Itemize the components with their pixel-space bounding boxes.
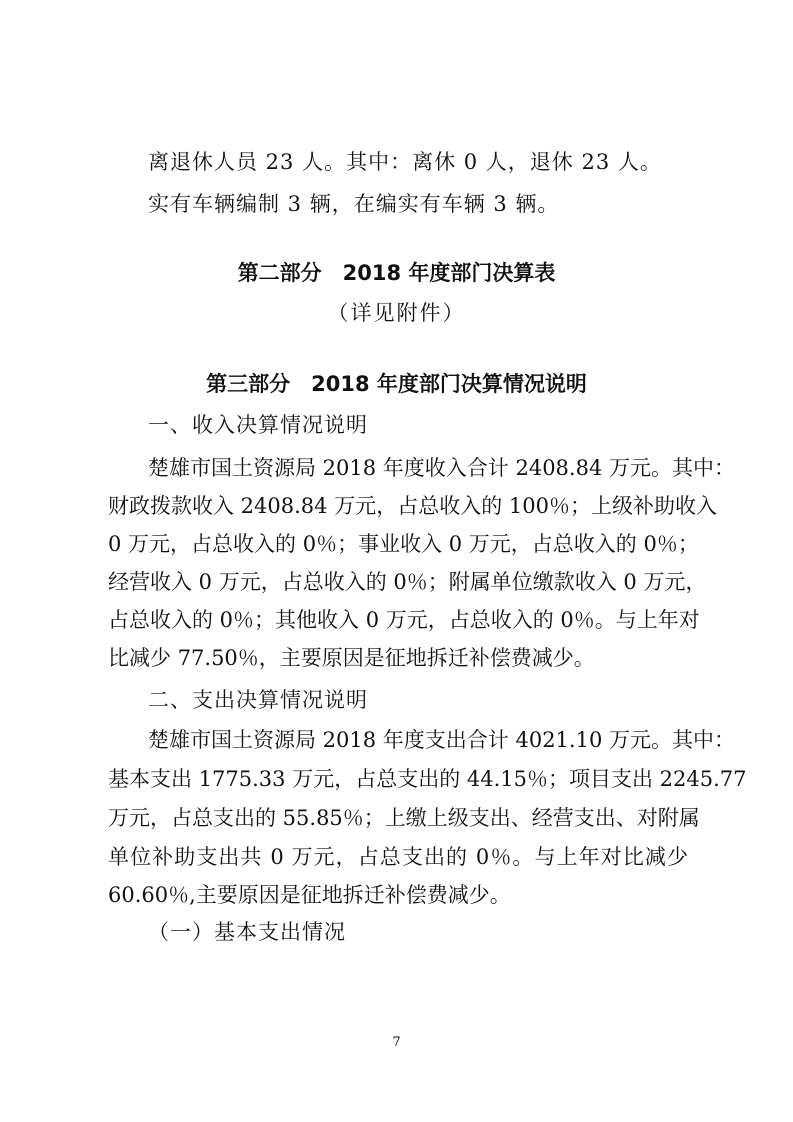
page-number: 7 — [392, 1035, 401, 1050]
expense-section-heading: 二、支出决算情况说明 — [148, 688, 368, 712]
income-paragraph-line-6: 比减少 77.50％，主要原因是征地拆迁补偿费减少。 — [108, 646, 595, 670]
expense-paragraph-line-5: 60.60％,主要原因是征地拆迁补偿费减少。 — [108, 883, 511, 907]
basic-expense-subheading: （一）基本支出情况 — [148, 920, 346, 944]
part2-subtitle: （详见附件） — [327, 301, 466, 325]
income-paragraph-line-4: 经营收入 0 万元，占总收入的 0％；附属单位缴款收入 0 万元， — [108, 570, 707, 594]
retired-staff-line: 离退休人员 23 人。其中：离休 0 人，退休 23 人。 — [148, 150, 662, 174]
income-paragraph-line-2: 财政拨款收入 2408.84 万元，占总收入的 100％；上级补助收入 — [108, 494, 717, 518]
expense-paragraph-line-4: 单位补助支出共 0 万元，占总支出的 0％。与上年对比减少 — [108, 845, 688, 869]
income-paragraph-line-1: 楚雄市国土资源局 2018 年度收入合计 2408.84 万元。其中： — [148, 456, 735, 480]
expense-paragraph-line-1: 楚雄市国土资源局 2018 年度支出合计 4021.10 万元。其中： — [148, 728, 735, 752]
vehicles-line: 实有车辆编制 3 辆，在编实有车辆 3 辆。 — [148, 192, 560, 216]
part2-title: 第二部分 2018 年度部门决算表 — [237, 261, 556, 285]
expense-paragraph-line-2: 基本支出 1775.33 万元，占总支出的 44.15％；项目支出 2245.77 — [108, 767, 747, 791]
income-paragraph-line-5: 占总收入的 0％；其他收入 0 万元，占总收入的 0％。与上年对 — [108, 608, 700, 632]
income-section-heading: 一、收入决算情况说明 — [148, 413, 368, 437]
income-paragraph-line-3: 0 万元，占总收入的 0％；事业收入 0 万元，占总收入的 0％； — [108, 532, 699, 556]
part3-title: 第三部分 2018 年度部门决算情况说明 — [206, 372, 587, 396]
expense-paragraph-line-3: 万元，占总支出的 55.85％；上缴上级支出、经营支出、对附属 — [108, 806, 700, 830]
